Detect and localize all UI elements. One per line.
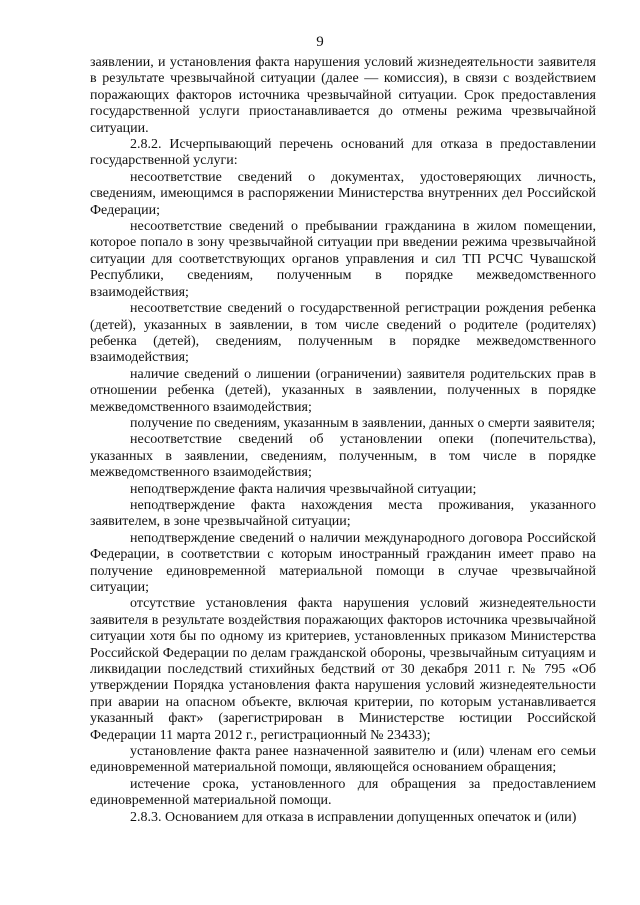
list-item-death-data: получение по сведениям, указанным в заявлении, данных о смерти заявителя; xyxy=(130,415,596,431)
page-number: 9 xyxy=(316,34,324,50)
list-item-emergency-fact: неподтверждение факта наличия чрезвычайной ситуации; xyxy=(130,481,477,497)
list-item-deadline-expired: истечение срока, установленного для обращения за предоставлением единовременной материальной помощи. xyxy=(90,776,596,809)
paragraph-clause-2-8-2: 2.8.2. Исчерпывающий перечень оснований для отказа в предоставлении государственной услуги: xyxy=(90,137,596,169)
list-item-identity-documents: несоответствие сведений о документах, удостоверяющих личность, сведениям, имеющимся в распоряжении Министерства внутренних дел Российской Федерации; xyxy=(90,169,596,218)
list-item-previous-assistance: установление факта ранее назначенной заявителю и (или) членам его семьи единовременной материальной помощи, являющейся основанием обращения; xyxy=(90,744,596,776)
list-item-international-treaty: неподтверждение сведений о наличии международного договора Российской Федерации, в соответствии с которым иностранный гражданин имеет право на получение единовременной материальной помощи в случае чрезвычайной ситуации; xyxy=(90,530,596,595)
list-item-living-conditions: отсутствие установления факта нарушения условий жизнедеятельности заявителя в результате воздействия поражающих факторов источника чрезвычайной ситуации хотя бы по одному из критериев, установленных приказом Министерства Российской Федерации по делам гражданской обороны, чрезвычайным ситуациям и ликвидации последствий стихийных бедствий от 30 декабря 2011 г. № 795 «Об утверждении Порядка установления факта нарушения условий жизнедеятельности при аварии на опасном объекте, включая критерии, по которым устанавливается указанный факт» (зарегистрирован в Министерстве юстиции Российской Федерации 11 марта 2012 г., регистрационный № 23433); xyxy=(90,596,596,743)
document-body xyxy=(90,55,596,826)
paragraph-clause-2-8-3: 2.8.3. Основанием для отказа в исправлении допущенных опечаток и (или) xyxy=(130,809,577,825)
paragraph-continuation: заявлении, и установления факта нарушения условий жизнедеятельности заявителя в результате чрезвычайной ситуации (далее — комиссия), в связи с воздействием поражающих факторов источника чрезвычайной ситуации. Срок предоставления государственной услуги приостанавливается до отмены режима чрезвычайной ситуации. xyxy=(90,55,596,136)
list-item-parental-rights: наличие сведений о лишении (ограничении) заявителя родительских прав в отношении ребенка (детей), указанных в заявлении, полученных в порядке межведомственного взаимодействия; xyxy=(90,366,596,415)
list-item-guardianship: несоответствие сведений об установлении опеки (попечительства), указанных в заявлении, сведениям, полученным, в том числе в порядке межведомственного взаимодействия; xyxy=(90,432,596,481)
list-item-residence-info: несоответствие сведений о пребывании гражданина в жилом помещении, которое попало в зону чрезвычайной ситуации при введении режима чрезвычайной ситуации для соответствующих органов управления и сил ТП РСЧС Чувашской Республики, сведениям, полученным в порядке межведомственного взаимодействия; xyxy=(90,219,596,300)
list-item-residence-in-zone: неподтверждение факта нахождения места проживания, указанного заявителем, в зоне чрезвычайной ситуации; xyxy=(90,497,596,530)
list-item-birth-registration: несоответствие сведений о государственной регистрации рождения ребенка (детей), указанных в заявлении, в том числе сведений о родителе (родителях) ребенка (детей), сведениям, полученным в порядке межведомственного взаимодействия; xyxy=(90,301,596,366)
